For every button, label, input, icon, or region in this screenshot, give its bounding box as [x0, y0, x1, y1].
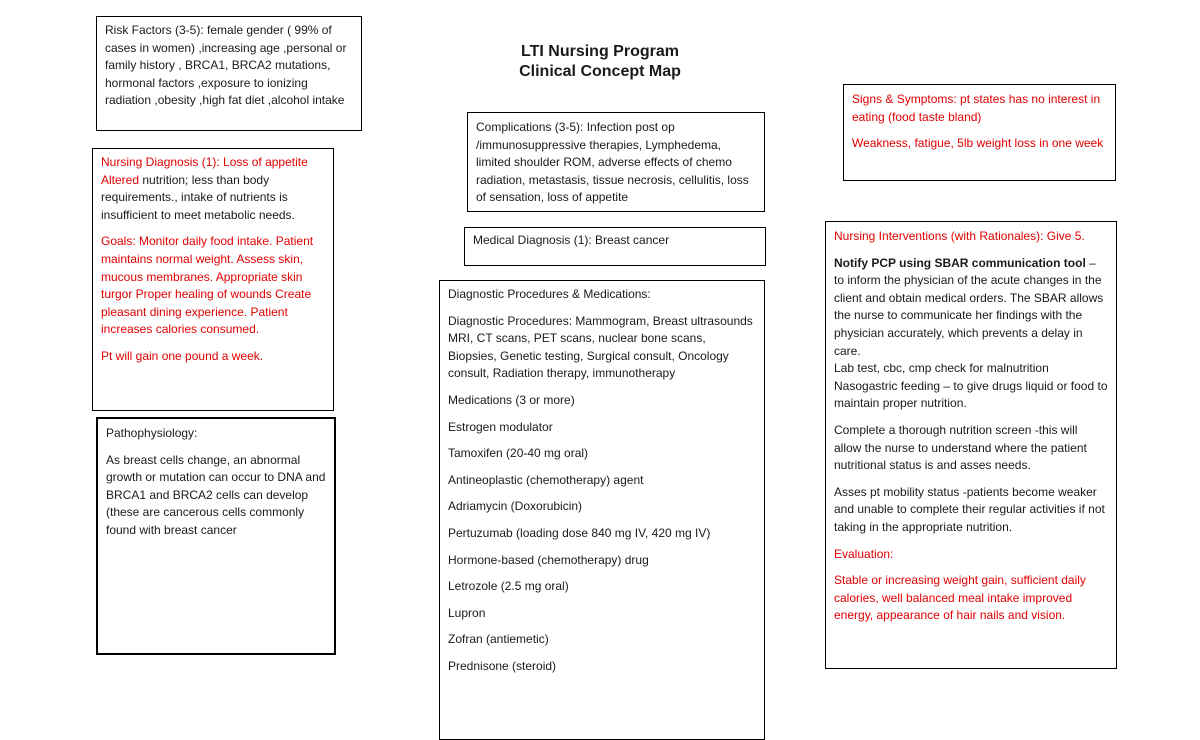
medication-item: Prednisone (steroid) [448, 658, 557, 673]
title-line-1: LTI Nursing Program [521, 43, 679, 60]
nursing-diagnosis-box [92, 148, 334, 411]
intervention-mobility: Asses pt mobility status -patients become weaker and unable to complete their regular activities if not taking in the appropriate nutrition. [834, 484, 1105, 534]
nursing-diagnosis-nutrition: nutrition; less than body requirements., intake of nutrients is insufficient to meet metabolic needs. [101, 172, 295, 222]
intervention-sbar-rest: – to inform the physician of the acute changes in the client and obtain medical orders. The SBAR allows the nurse to communicate her findings with the physician accurately, which prevents a delay in care. [834, 255, 1104, 358]
pathophysiology-text: As breast cells change, an abnormal growth or mutation can occur to DNA and BRCA1 and BRCA2 cells can develop (these are cancerous cells commonly found with breast cancer [106, 452, 326, 537]
pathophysiology-box [96, 417, 336, 655]
medication-item: Antineoplastic (chemotherapy) agent [448, 472, 644, 487]
risk-factors-box [96, 16, 362, 131]
title-line-2: Clinical Concept Map [519, 63, 681, 80]
medication-item: Zofran (antiemetic) [448, 632, 549, 647]
medication-item: Hormone-based (chemotherapy) drug [448, 552, 649, 567]
complications-text: Complications (3-5): Infection post op /immunosuppressive therapies, Lymphedema, limited shoulder ROM, adverse effects of chemo radiation, metastasis, tissue necrosis, cellulitis, loss of sensation, loss of appetite [476, 120, 749, 205]
medications-heading: Medications (3 or more) [448, 392, 575, 407]
interventions-box [825, 221, 1117, 669]
medication-item: Tamoxifen (20-40 mg oral) [448, 446, 589, 461]
nursing-outcome: Pt will gain one pound a week. [101, 348, 264, 363]
medication-item: Pertuzumab (loading dose 840 mg IV, 420 mg IV) [448, 525, 711, 540]
signs-symptoms-line-2: Weakness, fatigue, 5lb weight loss in one week [852, 136, 1104, 151]
risk-factors-text: Risk Factors (3-5): female gender ( 99% of cases in women) ,increasing age ,personal or family history , BRCA1, BRCA2 mutations, hormonal factors ,exposure to ionizing radiation ,obesity ,high fat diet ,alcohol intake [105, 23, 347, 108]
intervention-lab: Lab test, cbc, cmp check for malnutrition [834, 361, 1049, 376]
signs-symptoms-line-1: Signs & Symptoms: pt states has no interest in eating (food taste bland) [852, 92, 1101, 124]
intervention-sbar-bold: Notify PCP using SBAR communication tool [834, 255, 1086, 270]
nursing-diagnosis-text [101, 154, 325, 224]
nursing-goals: Goals: Monitor daily food intake. Patient maintains normal weight. Assess skin, mucous membranes. Appropriate skin turgor Proper healing of wounds Create pleasant dining experience. Patient increases calories consumed. [101, 234, 314, 337]
medication-item: Letrozole (2.5 mg oral) [448, 579, 569, 594]
medication-item: Estrogen modulator [448, 419, 553, 434]
medical-diagnosis-text: Medical Diagnosis (1): Breast cancer [473, 233, 670, 247]
signs-symptoms-box [843, 84, 1116, 181]
medication-item: Lupron [448, 605, 486, 620]
nursing-diagnosis-altered: Altered [101, 172, 140, 187]
medication-item: Adriamycin (Doxorubicin) [448, 499, 583, 514]
intervention-ng: Nasogastric feeding – to give drugs liquid or food to maintain proper nutrition. [834, 378, 1108, 411]
nursing-diagnosis-heading: Nursing Diagnosis (1): Loss of appetite [101, 155, 308, 169]
diagnostics-heading: Diagnostic Procedures & Medications: [448, 287, 651, 301]
complications-box [467, 112, 765, 212]
evaluation-text: Stable or increasing weight gain, sufficient daily calories, well balanced meal intake improved energy, appearance of hair nails and vision. [834, 573, 1086, 623]
intervention-screen: Complete a thorough nutrition screen -this will allow the nurse to understand where the patient nutritional status is and asses needs. [834, 422, 1087, 473]
interventions-heading: Nursing Interventions (with Rationales): Give 5. [834, 229, 1085, 243]
evaluation-heading: Evaluation: [834, 546, 894, 561]
medical-diagnosis-box [464, 227, 766, 266]
diagnostic-procedures: Diagnostic Procedures: Mammogram, Breast ultrasounds MRI, CT scans, PET scans, nuclear bone scans, Biopsies, Genetic testing, Surgical consult, Oncology consult, Radiation therapy, immunotherapy [448, 313, 753, 381]
intervention-sbar [834, 255, 1108, 361]
diagnostics-box [439, 280, 765, 740]
page-title [470, 42, 730, 82]
pathophysiology-heading: Pathophysiology: [106, 426, 198, 440]
